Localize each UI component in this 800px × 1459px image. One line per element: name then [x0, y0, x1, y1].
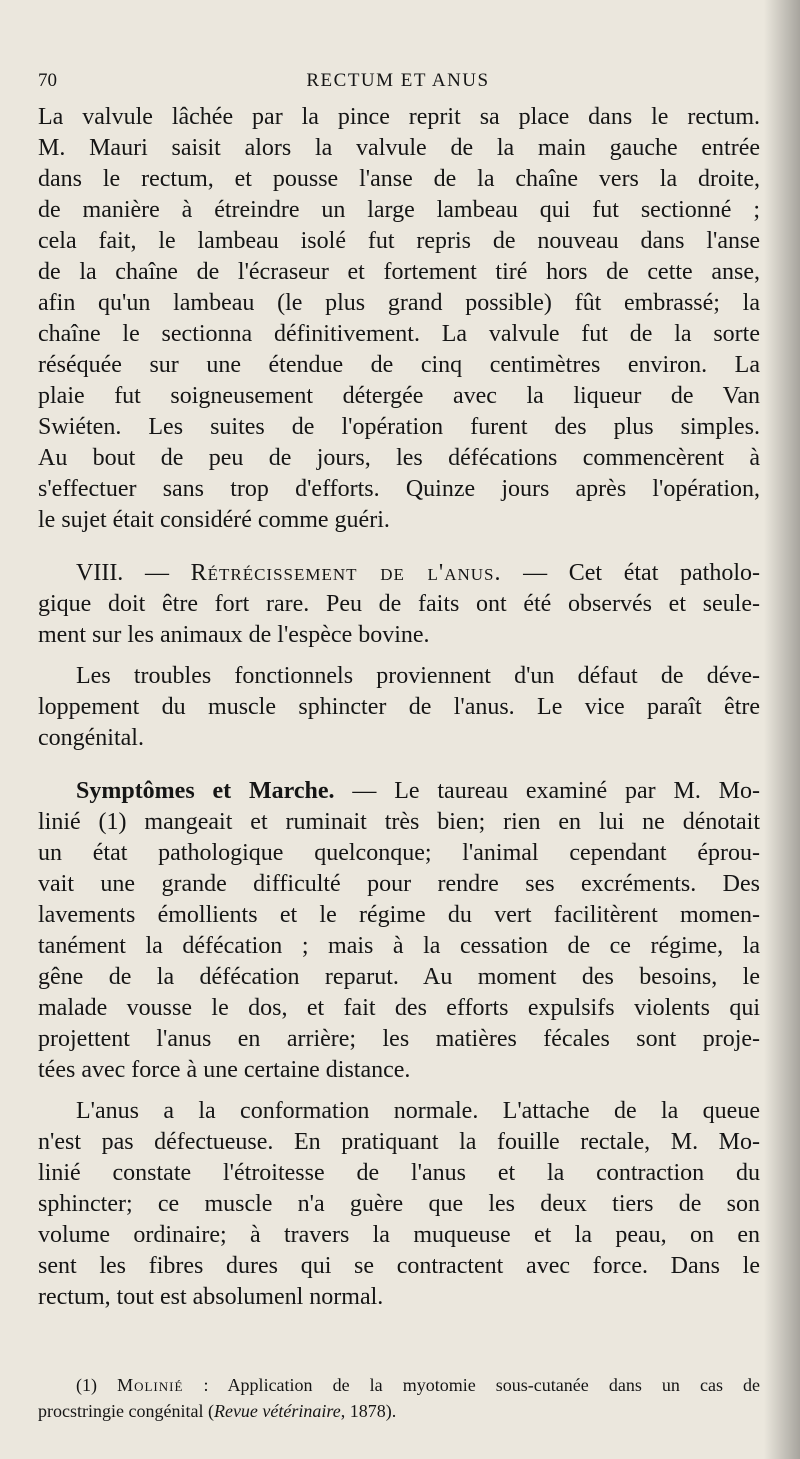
symptoms-heading-line — [38, 776, 760, 807]
paragraph-gap — [38, 1086, 760, 1096]
em-dash: — — [523, 560, 548, 586]
text-line: loppement du muscle sphincter de l'anus. Le vice paraît être — [38, 694, 760, 720]
subsection-heading: Symptômes et Marche. — [76, 778, 335, 804]
footnote — [38, 1372, 760, 1424]
text-line: tanément la défécation ; mais à la cessation de ce régime, la — [38, 933, 760, 959]
text-line: lavements émollients et le régime du vert facilitèrent momen- — [38, 902, 760, 928]
text-line: rectum, tout est absolumenl normal. — [38, 1284, 384, 1310]
text-line: L'anus a la conformation normale. L'attache de la queue — [76, 1098, 760, 1124]
text-line: afin qu'un lambeau (le plus grand possible) fût embrassé; la — [38, 290, 760, 316]
body-text — [38, 102, 760, 1313]
paragraph-symptoms — [38, 776, 760, 1086]
section-text: Cet état patholo- — [568, 560, 760, 586]
text-line: linié constate l'étroitesse de l'anus et la contraction du — [38, 1160, 760, 1186]
footnote-line — [38, 1372, 760, 1398]
section-heading-line — [38, 558, 760, 589]
text-line: linié (1) mangeait et ruminait très bien; rien en lui ne dénotait — [38, 809, 760, 835]
text-line: congénital. — [38, 725, 144, 751]
footnote-marker: (1) — [76, 1375, 97, 1395]
text-line: projettent l'anus en arrière; les matières fécales sont proje- — [38, 1026, 760, 1052]
footnote-author: Molinié — [117, 1375, 184, 1395]
text-line: sent les fibres dures qui se contractent avec force. Dans le — [38, 1253, 760, 1279]
section-viii — [38, 558, 760, 651]
text-line: vait une grande difficulté pour rendre ses excréments. Des — [38, 871, 760, 897]
page-number: 70 — [38, 70, 57, 91]
symptoms-text: — Le taureau examiné par M. Mo- — [352, 778, 761, 804]
footnote-journal: Revue vétérinaire — [213, 1401, 341, 1421]
paragraph-functional-troubles — [38, 661, 760, 754]
text-line: sphincter; ce muscle n'a guère que les deux tiers de son — [38, 1191, 760, 1217]
text-line: M. Mauri saisit alors la valvule de la main gauche entrée — [38, 135, 760, 161]
text-line: de manière à étreindre un large lambeau qui fut sectionné ; — [38, 197, 760, 223]
text-line: un état pathologique quelconque; l'animal cependant éprou- — [38, 840, 760, 866]
text-line: dans le rectum, et pousse l'anse de la chaîne vers la droite, — [38, 166, 760, 192]
section-number: VIII. — [76, 560, 124, 586]
text-line: malade vousse le dos, et fait des efforts expulsifs violents qui — [38, 995, 760, 1021]
header-title: RECTUM ET ANUS — [306, 70, 490, 91]
paragraph-gap — [38, 754, 760, 776]
text-line: volume ordinaire; à travers la muqueuse et la peau, on en — [38, 1222, 760, 1248]
text-line: s'effectuer sans trop d'efforts. Quinze jours après l'opération, — [38, 476, 760, 502]
text-line: Swiéten. Les suites de l'opération furent des plus simples. — [38, 414, 760, 440]
text-line: La valvule lâchée par la pince reprit sa place dans le rectum. — [38, 104, 760, 130]
footnote-text: : Application de la myotomie sous-cutanée dans un cas de — [203, 1375, 761, 1395]
text-line: cela fait, le lambeau isolé fut repris de nouveau dans l'anse — [38, 228, 760, 254]
paragraph-gap — [38, 536, 760, 558]
text-line: ment sur les animaux de l'espèce bovine. — [38, 622, 430, 648]
em-dash: — — [144, 560, 169, 586]
paragraph-gap — [38, 651, 760, 661]
binding-shadow — [764, 0, 800, 1459]
footnote-text: procstringie congénital ( — [38, 1401, 214, 1421]
text-line: n'est pas défectueuse. En pratiquant la fouille rectale, M. Mo- — [38, 1129, 760, 1155]
paragraph-valve-resection — [38, 102, 760, 536]
text-line: gique doit être fort rare. Peu de faits ont été observés et seule- — [38, 591, 760, 617]
text-line: Au bout de peu de jours, les défécations commencèrent à — [38, 445, 760, 471]
text-line: tées avec force à une certaine distance. — [38, 1057, 411, 1083]
footnote-text: , 1878). — [340, 1401, 397, 1421]
paragraph-anus-conformation — [38, 1096, 760, 1313]
text-line: plaie fut soigneusement détergée avec la liqueur de Van — [38, 383, 760, 409]
section-title: Rétrécissement de l'anus. — [190, 560, 502, 586]
text-line: le sujet était considéré comme guéri. — [38, 507, 390, 533]
footnote-line — [38, 1398, 760, 1424]
text-line: Les troubles fonctionnels proviennent d'un défaut de déve- — [76, 663, 760, 689]
text-line: réséquée sur une étendue de cinq centimètres environ. La — [38, 352, 760, 378]
text-line: gêne de la défécation reparut. Au moment des besoins, le — [38, 964, 760, 990]
text-line: chaîne le sectionna définitivement. La valvule fut de la sorte — [38, 321, 760, 347]
running-head — [38, 70, 758, 100]
text-line: de la chaîne de l'écraseur et fortement tiré hors de cette anse, — [38, 259, 760, 285]
